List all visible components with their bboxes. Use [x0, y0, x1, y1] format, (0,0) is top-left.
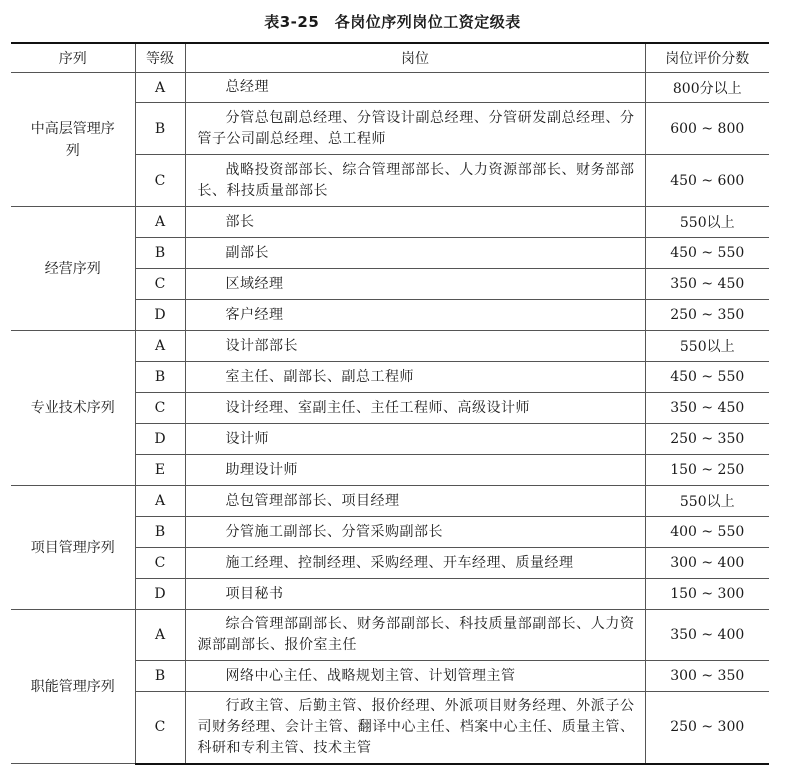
- positions-cell: [185, 692, 645, 764]
- score-cell: 350 ~ 450: [645, 269, 769, 300]
- score-cell: 550以上: [645, 207, 769, 238]
- score-cell: 550以上: [645, 486, 769, 517]
- positions-text: 分管施工副部长、分管采购副部长: [225, 523, 443, 540]
- positions-cell: [185, 103, 645, 155]
- positions-cell: [185, 455, 645, 486]
- grade-cell: D: [135, 424, 185, 455]
- grade-cell: E: [135, 455, 185, 486]
- positions-text: 施工经理、控制经理、采购经理、开车经理、质量经理: [225, 554, 574, 571]
- header-positions: 岗位: [185, 43, 645, 73]
- score-cell: 400 ~ 550: [645, 517, 769, 548]
- score-cell: 800分以上: [645, 73, 769, 103]
- grade-cell: B: [135, 103, 185, 155]
- grade-cell: C: [135, 269, 185, 300]
- positions-text: 分管总包副总经理、分管设计副总经理、分管研发副总经理、分管子公司副总经理、总工程师: [197, 109, 635, 147]
- grade-cell: C: [135, 548, 185, 579]
- positions-text: 客户经理: [225, 306, 284, 323]
- positions-text: 室主任、副部长、副总工程师: [225, 368, 414, 385]
- score-cell: 550以上: [645, 331, 769, 362]
- grade-cell: A: [135, 610, 185, 661]
- series-cell: 项目管理序列: [11, 486, 135, 610]
- grade-cell: C: [135, 393, 185, 424]
- grade-cell: D: [135, 300, 185, 331]
- header-row: [11, 43, 769, 73]
- positions-text: 部长: [225, 213, 255, 230]
- positions-text: 区域经理: [225, 275, 284, 292]
- series-cell: 中高层管理序列: [11, 73, 135, 207]
- grade-cell: C: [135, 692, 185, 764]
- header-score: 岗位评价分数: [645, 43, 769, 73]
- positions-cell: [185, 73, 645, 103]
- header-series: 序列: [11, 43, 135, 73]
- positions-cell: [185, 393, 645, 424]
- positions-text: 设计师: [225, 430, 269, 447]
- series-cell: 职能管理序列: [11, 610, 135, 764]
- positions-cell: [185, 548, 645, 579]
- grade-cell: D: [135, 579, 185, 610]
- positions-text: 行政主管、后勤主管、报价经理、外派项目财务经理、外派子公司财务经理、会计主管、翻译中心主任、档案中心主任、质量主管、科研和专利主管、技术主管: [197, 697, 635, 756]
- series-cell: 经营序列: [11, 207, 135, 331]
- grade-cell: B: [135, 238, 185, 269]
- score-cell: 150 ~ 300: [645, 579, 769, 610]
- positions-cell: [185, 486, 645, 517]
- positions-cell: [185, 207, 645, 238]
- grade-cell: B: [135, 661, 185, 692]
- positions-text: 总经理: [225, 79, 269, 95]
- score-cell: 250 ~ 300: [645, 692, 769, 764]
- positions-text: 网络中心主任、战略规划主管、计划管理主管: [225, 667, 516, 684]
- table-row: [11, 207, 769, 238]
- score-cell: 600 ~ 800: [645, 103, 769, 155]
- positions-cell: [185, 269, 645, 300]
- score-cell: 300 ~ 350: [645, 661, 769, 692]
- table-row: [11, 73, 769, 103]
- grade-cell: A: [135, 331, 185, 362]
- grade-cell: A: [135, 73, 185, 103]
- header-grade: 等级: [135, 43, 185, 73]
- positions-text: 战略投资部部长、综合管理部部长、人力资源部部长、财务部部长、科技质量部部长: [197, 161, 635, 199]
- positions-cell: [185, 661, 645, 692]
- grade-cell: C: [135, 155, 185, 207]
- series-cell: 专业技术序列: [11, 331, 135, 486]
- positions-cell: [185, 517, 645, 548]
- grade-table: [11, 42, 769, 765]
- score-cell: 350 ~ 450: [645, 393, 769, 424]
- positions-cell: [185, 331, 645, 362]
- positions-text: 综合管理部副部长、财务部副部长、科技质量部副部长、人力资源部副部长、报价室主任: [197, 616, 635, 653]
- positions-cell: [185, 300, 645, 331]
- positions-cell: [185, 610, 645, 661]
- grade-cell: B: [135, 517, 185, 548]
- positions-cell: [185, 579, 645, 610]
- positions-cell: [185, 362, 645, 393]
- positions-text: 设计部部长: [225, 337, 298, 354]
- score-cell: 450 ~ 550: [645, 362, 769, 393]
- score-cell: 250 ~ 350: [645, 424, 769, 455]
- score-cell: 350 ~ 400: [645, 610, 769, 661]
- grade-cell: A: [135, 486, 185, 517]
- table-row: [11, 610, 769, 661]
- positions-text: 项目秘书: [225, 585, 284, 602]
- score-cell: 450 ~ 600: [645, 155, 769, 207]
- grade-cell: A: [135, 207, 185, 238]
- positions-cell: [185, 424, 645, 455]
- table-row: [11, 486, 769, 517]
- score-cell: 450 ~ 550: [645, 238, 769, 269]
- score-cell: 150 ~ 250: [645, 455, 769, 486]
- positions-cell: [185, 155, 645, 207]
- positions-cell: [185, 238, 645, 269]
- table-title: 表3-25 各岗位序列岗位工资定级表: [264, 13, 521, 31]
- positions-text: 副部长: [225, 244, 269, 261]
- score-cell: 300 ~ 400: [645, 548, 769, 579]
- score-cell: 250 ~ 350: [645, 300, 769, 331]
- grade-cell: B: [135, 362, 185, 393]
- positions-text: 助理设计师: [225, 461, 298, 478]
- positions-text: 设计经理、室副主任、主任工程师、高级设计师: [225, 399, 530, 416]
- positions-text: 总包管理部部长、项目经理: [225, 492, 400, 509]
- table-row: [11, 331, 769, 362]
